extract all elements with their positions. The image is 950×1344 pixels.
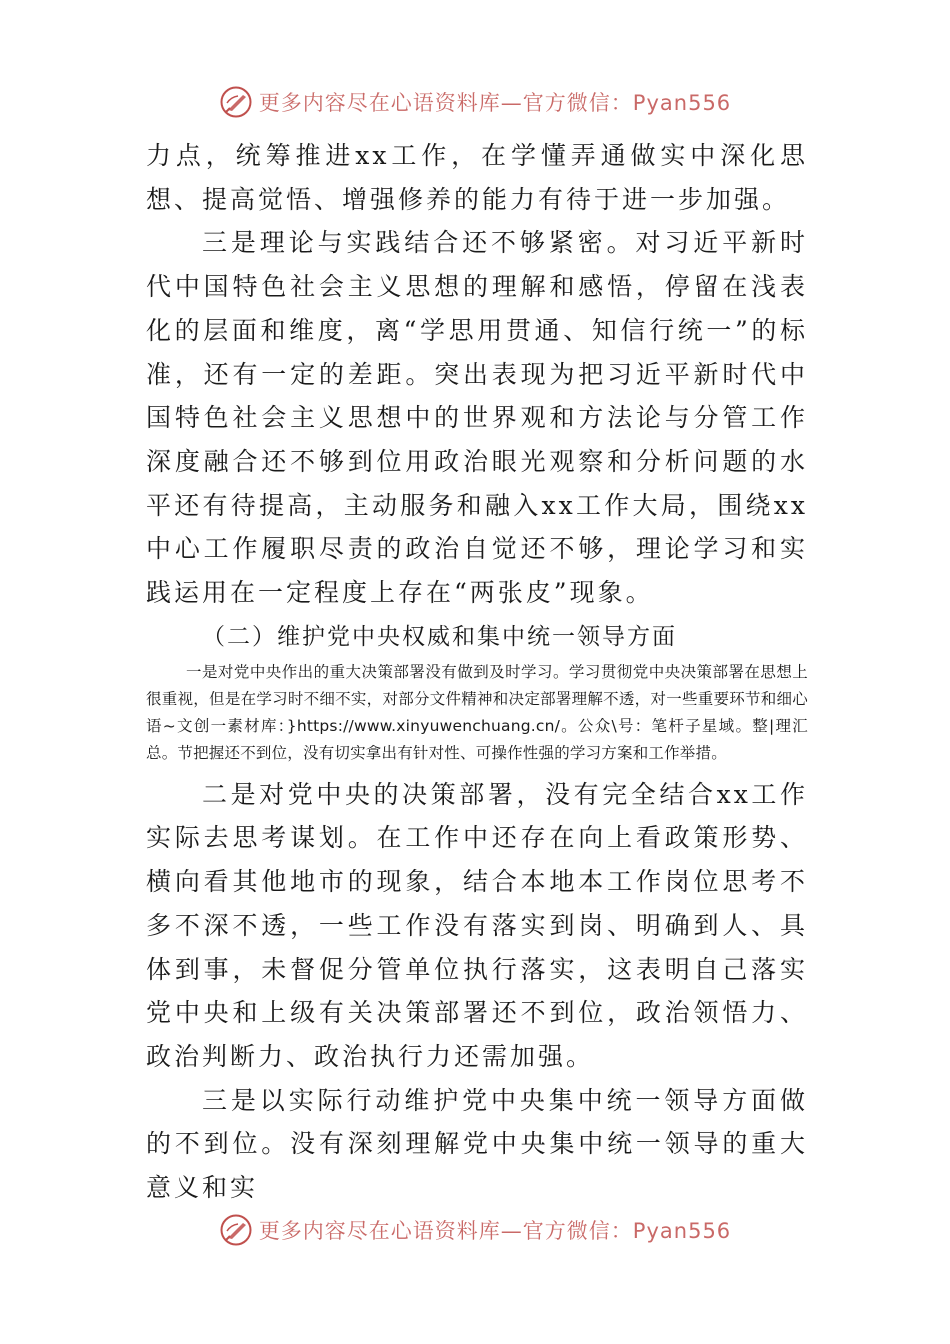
paragraph-theory-practice: 三是理论与实践结合还不够紧密。对习近平新时代中国特色社会主义思想的理解和感悟，停留在浅表化的层面和维度，离“学思用贯通、知信行统一”的标准，还有一定的差距。突出表现为把习近平新时代中国特色社会主义思想中的世界观和方法论与分管工作深度融合还不够到位用政治眼光观察和分析问题的水平还有待提高，主动服务和融入xx工作大局，围绕xx中心工作履职尽责的政治自觉还不够，理论学习和实践运用在一定程度上存在“两张皮”现象。	[146, 228, 808, 608]
paragraph-small-inserted: 一是对党中央作出的重大决策部署没有做到及时学习。学习贯彻党中央决策部署在思想上很重视，但是在学习时不细不实，对部分文件精神和决定部署理解不透，对一些重要环节和细心语~文创一素材库：}https://www.xinyuwenchuang.cn/。公众\号：笔杆子星域。整|理汇总。节把握还不到位，没有切实拿出有针对性、可操作性强的学习方案和工作举措。	[146, 662, 808, 762]
quill-logo-icon	[219, 85, 253, 119]
paragraph-continuation: 力点，统筹推进xx工作，在学懂弄通做实中深化思想、提高觉悟、增强修养的能力有待于进一步加强。	[146, 141, 808, 214]
watermark-text: 更多内容尽在心语资料库—官方微信：Pyan556	[258, 1219, 732, 1243]
footer-watermark-banner	[0, 1210, 950, 1250]
paragraph-unified-leadership: 三是以实际行动维护党中央集中统一领导方面做的不到位。没有深刻理解党中央集中统一领导的重大意义和实	[146, 1085, 808, 1203]
document-body	[146, 134, 808, 1210]
header-watermark-banner	[0, 82, 950, 122]
paragraph-decision-planning: 二是对党中央的决策部署，没有完全结合xx工作实际去思考谋划。在工作中还存在向上看政策形势、横向看其他地市的现象，结合本地本工作岗位思考不多不深不透，一些工作没有落实到岗、明确到人、具体到事，未督促分管单位执行落实，这表明自己落实党中央和上级有关决策部署还不到位，政治领悟力、政治判断力、政治执行力还需加强。	[146, 779, 808, 1071]
watermark-text: 更多内容尽在心语资料库—官方微信：Pyan556	[258, 91, 732, 115]
section-heading: （二）维护党中央权威和集中统一领导方面	[202, 623, 677, 650]
quill-logo-icon	[219, 1213, 253, 1247]
